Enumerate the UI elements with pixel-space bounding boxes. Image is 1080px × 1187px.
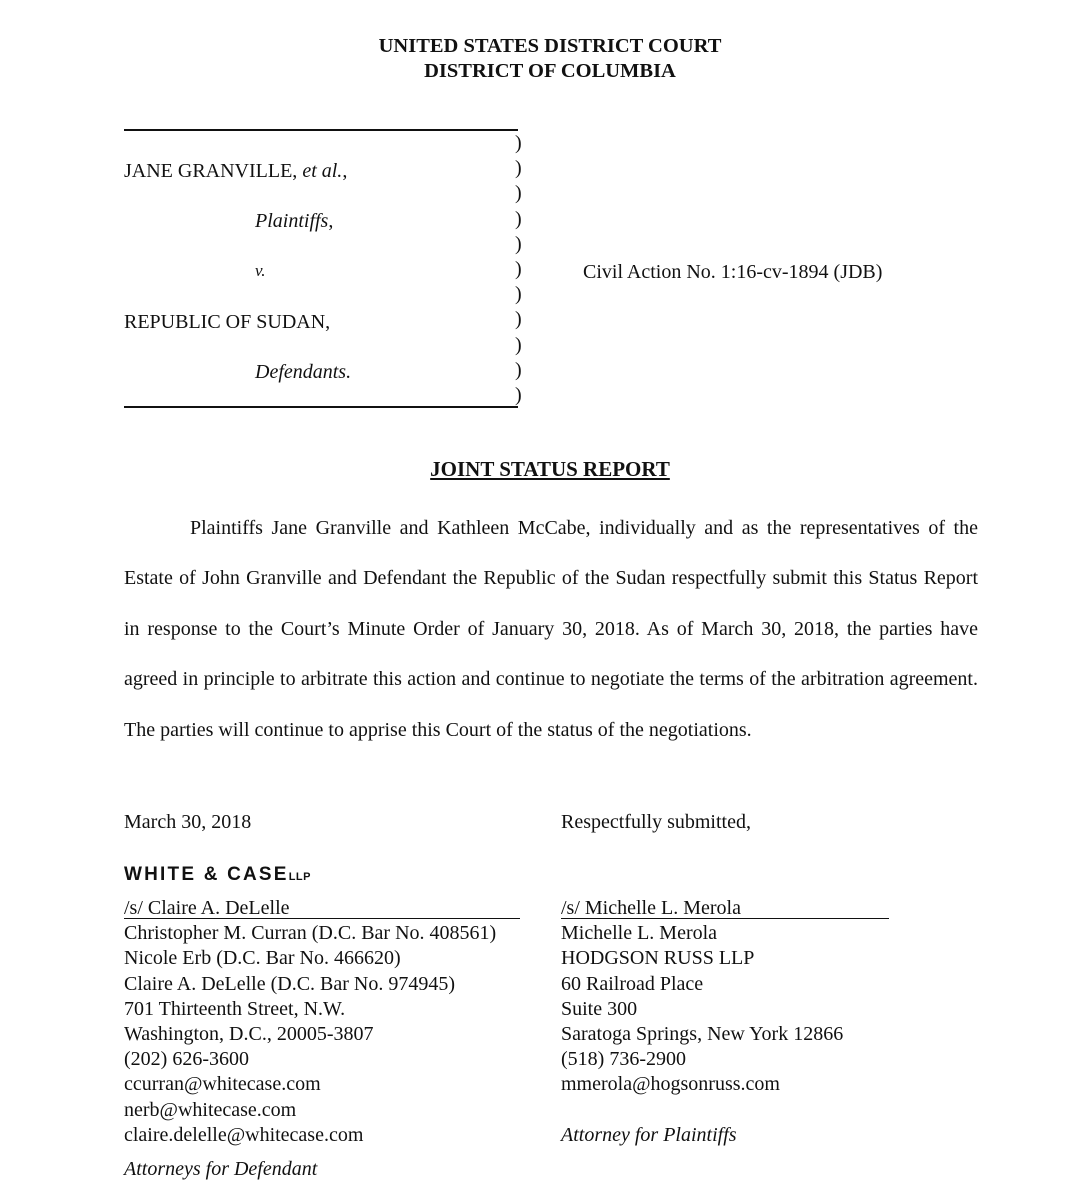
paren: ) — [515, 207, 522, 230]
paren: ) — [515, 333, 522, 356]
paren: ) — [515, 308, 522, 331]
filing-date: March 30, 2018 — [124, 811, 252, 833]
plaintiff-name: JANE GRANVILLE, et al., — [124, 160, 348, 182]
caption-parentheses — [515, 131, 522, 408]
paren: ) — [515, 132, 522, 154]
court-district: DISTRICT OF COLUMBIA — [424, 60, 676, 82]
counsel-email: ccurran@whitecase.com — [124, 1073, 321, 1096]
counsel-line: Christopher M. Curran (D.C. Bar No. 408561) — [124, 922, 497, 945]
counsel-email: claire.delelle@whitecase.com — [124, 1123, 364, 1146]
counsel-phone: (518) 736-2900 — [561, 1048, 686, 1071]
body-paragraph: Plaintiffs Jane Granville and Kathleen McCabe, individually and as the representatives of the Estate of John Granville and Defendant the Republic of the Sudan respectfully submit this Status Report in response to the Court’s Minute Order of January 30, 2018. As of March 30, 2018, the parties have agreed in principle to arbitrate this action and continue to negotiate the terms of the arbitration agreement. The parties will continue to apprise this Court of the status of the negotiations. — [124, 517, 978, 741]
counsel-city: Washington, D.C., 20005-3807 — [124, 1023, 374, 1046]
defendant-counsel-role: Attorneys for Defendant — [124, 1158, 318, 1181]
counsel-suite: Suite 300 — [561, 997, 638, 1020]
court-name: UNITED STATES DISTRICT COURT — [378, 35, 722, 57]
defendant-signature: /s/ Claire A. DeLelle — [124, 899, 520, 919]
court-heading — [0, 34, 1080, 84]
paren: ) — [515, 232, 522, 255]
defendant-signature-block — [124, 896, 520, 1182]
counsel-line: Michelle L. Merola — [561, 922, 718, 945]
document-title: JOINT STATUS REPORT — [430, 457, 670, 481]
paren: ) — [515, 258, 522, 281]
defendant-name: REPUBLIC OF SUDAN, — [124, 311, 331, 333]
counsel-address: 60 Railroad Place — [561, 972, 704, 995]
caption-bottom-rule — [124, 406, 518, 408]
counsel-line: Claire A. DeLelle (D.C. Bar No. 974945) — [124, 972, 456, 995]
plaintiff-signature-block — [561, 896, 889, 1148]
plaintiff-counsel-role: Attorney for Plaintiffs — [561, 1123, 737, 1146]
defendant-role: Defendants. — [255, 361, 352, 383]
versus: v. — [255, 261, 266, 280]
plaintiff-signature: /s/ Michelle L. Merola — [561, 899, 889, 919]
paren: ) — [515, 182, 522, 205]
civil-action-number: Civil Action No. 1:16-cv-1894 (JDB) — [583, 261, 883, 283]
counsel-city: Saratoga Springs, New York 12866 — [561, 1023, 844, 1046]
paren: ) — [515, 283, 522, 306]
plaintiff-role: Plaintiffs, — [255, 210, 334, 232]
counsel-firm: HODGSON RUSS LLP — [561, 947, 755, 970]
counsel-address: 701 Thirteenth Street, N.W. — [124, 997, 346, 1020]
paren: ) — [515, 384, 522, 407]
paren: ) — [515, 157, 522, 180]
paren: ) — [515, 358, 522, 381]
white-case-logo: WHITE & CASELLP — [124, 864, 311, 885]
respectfully-submitted: Respectfully submitted, — [561, 811, 751, 833]
caption-top-rule — [124, 129, 518, 131]
counsel-email: mmerola@hogsonruss.com — [561, 1073, 780, 1096]
counsel-email: nerb@whitecase.com — [124, 1098, 297, 1121]
counsel-phone: (202) 626-3600 — [124, 1048, 249, 1071]
counsel-line: Nicole Erb (D.C. Bar No. 466620) — [124, 947, 401, 970]
